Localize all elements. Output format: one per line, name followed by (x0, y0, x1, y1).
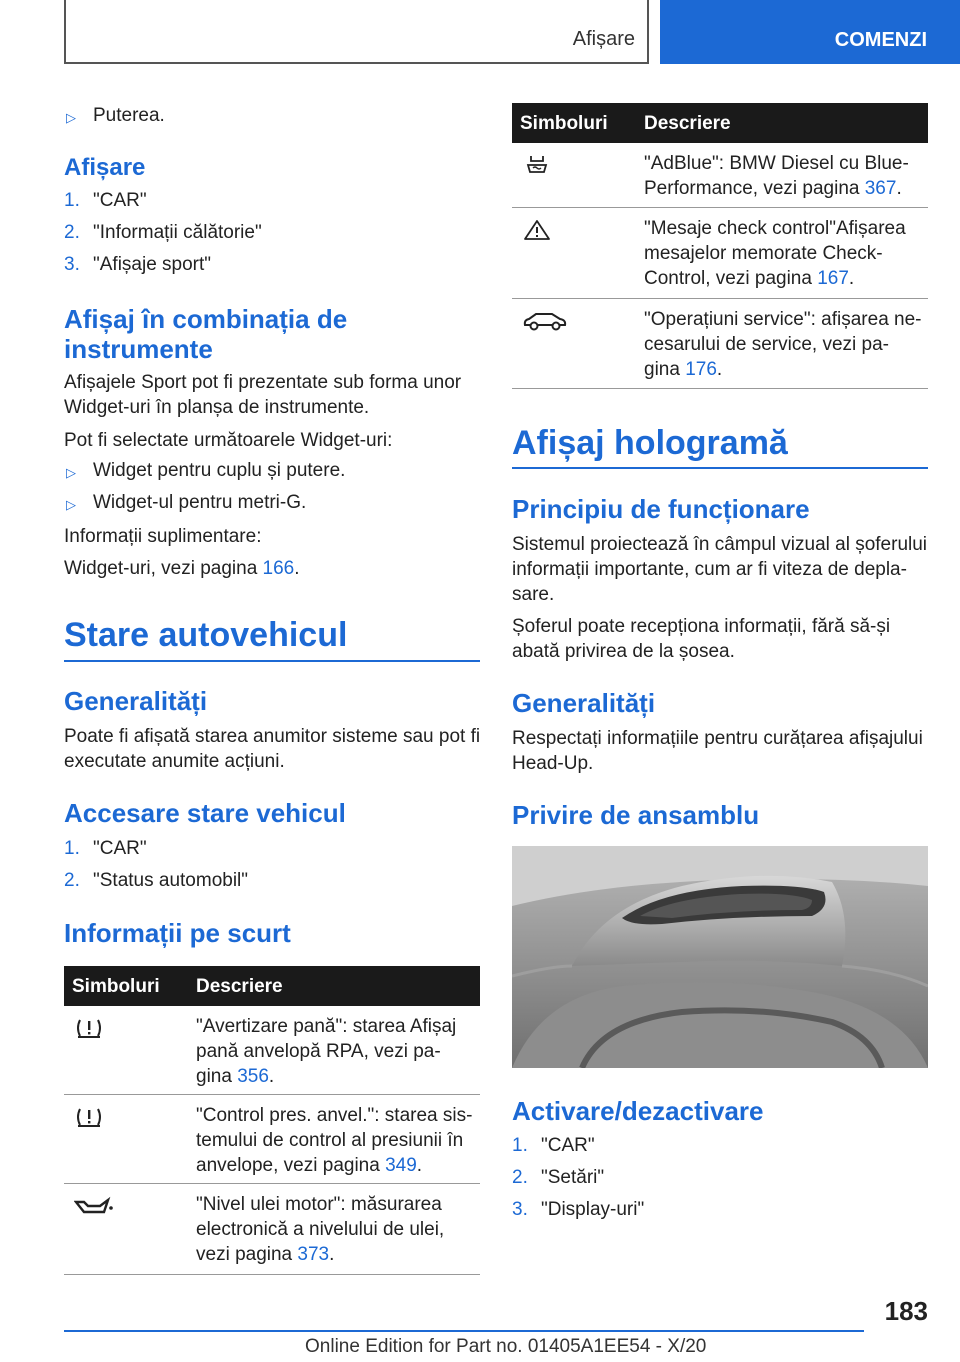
step-number: 3. (512, 1199, 528, 1220)
header-chapter-title: COMENZI (834, 29, 927, 51)
tire-pressure-icon (74, 1105, 104, 1129)
col-header-symbols: Simboluri (72, 976, 160, 997)
description-line: temului de control al presiunii în (196, 1130, 464, 1151)
description-line: "Operațiuni service": afișarea ne- (644, 309, 922, 330)
paragraph-line: Respectați informațiile pentru curățarea afișajului (512, 728, 923, 749)
paragraph-line: abată privirea de la șosea. (512, 641, 735, 662)
table-row (512, 143, 928, 208)
description-line: Performance, vezi pagina 367. (644, 178, 902, 199)
generalitati-heading: Generalități (64, 686, 208, 716)
step-number: 1. (64, 190, 80, 211)
overview-heading: Privire de ansamblu (512, 800, 760, 830)
description-line: vezi pagina 373. (196, 1244, 335, 1265)
heading-rule (64, 660, 480, 662)
triangle-bullet-icon: ▷ (66, 465, 76, 480)
table-row (512, 208, 928, 299)
description-line: mesajelor memorate Check- (644, 243, 883, 264)
page-reference: Widget-uri, vezi pagina 166. (64, 558, 300, 579)
reference-text: Control, vezi pagina (644, 268, 818, 289)
access-heading: Accesare stare vehicul (64, 798, 346, 828)
reference-text: Widget-uri, vezi pagina (64, 558, 263, 579)
oil-can-icon (74, 1194, 114, 1218)
step-number: 3. (64, 254, 80, 275)
symbols-table-right (512, 103, 928, 389)
step-text: "Display-uri" (541, 1199, 645, 1220)
afisare-heading: Afișare (64, 154, 146, 181)
row-description (644, 307, 926, 382)
table-header (64, 966, 480, 1006)
row-description (196, 1192, 478, 1267)
page-number: 183 (884, 1296, 928, 1326)
paragraph-line: sare. (512, 584, 555, 605)
reference-text: vezi pagina (196, 1244, 298, 1265)
table-row (64, 1006, 480, 1095)
combo-heading-line2: instrumente (64, 334, 213, 364)
principiu-heading: Principiu de funcționare (512, 494, 810, 524)
description-line: cesarului de service, vezi pa- (644, 334, 889, 355)
description-line: electronică a nivelului de ulei, (196, 1219, 445, 1240)
col-header-description: Descriere (644, 113, 731, 134)
description-line: "Mesaje check control"Afișarea (644, 218, 906, 239)
step-text: "CAR" (93, 190, 147, 211)
col-header-description: Descriere (196, 976, 283, 997)
page-link[interactable]: 349 (385, 1155, 417, 1176)
table-row (64, 1095, 480, 1184)
header-chapter-tab[interactable] (660, 0, 960, 64)
description-line: Control, vezi pagina 167. (644, 268, 855, 289)
step-text: "CAR" (541, 1135, 595, 1156)
paragraph-line: Informații suplimentare: (64, 526, 262, 547)
paragraph-line: Afișajele Sport pot fi prezentate sub forma unor (64, 372, 462, 393)
page-link[interactable]: 373 (297, 1244, 330, 1265)
description-line: pană anvelopă RPA, vezi pa- (196, 1041, 441, 1062)
holo-heading: Afișaj hologramă (512, 424, 788, 462)
car-service-icon (522, 309, 568, 333)
triangle-bullet-icon: ▷ (66, 110, 76, 125)
description-line: gina 176. (644, 359, 723, 380)
paragraph-line: executate anumite acțiuni. (64, 751, 285, 772)
row-description (196, 1014, 478, 1089)
paragraph-line: Widget-uri în planșa de instrumente. (64, 397, 370, 418)
step-text: "Afișaje sport" (93, 254, 212, 275)
step-text: "Status automobil" (93, 870, 249, 891)
paragraph-line: Pot fi selectate următoarele Widget-uri: (64, 430, 393, 451)
step-number: 1. (64, 838, 80, 859)
reference-text: gina (644, 359, 686, 380)
paragraph-line: Poate fi afișată starea anumitor sisteme sau pot fi (64, 726, 481, 747)
description-line: "Nivel ulei motor": măsurarea (196, 1194, 442, 1215)
adblue-icon (522, 153, 552, 177)
row-description (644, 216, 926, 291)
info-heading: Informații pe scurt (64, 918, 291, 948)
step-text: "Setări" (541, 1167, 605, 1188)
row-description (644, 151, 926, 201)
page-link[interactable]: 367 (864, 178, 897, 199)
step-number: 2. (64, 222, 80, 243)
col-header-symbols: Simboluri (520, 113, 608, 134)
activ-heading: Activare/dezactivare (512, 1096, 764, 1126)
table-row (512, 299, 928, 389)
stare-heading: Stare autovehicul (64, 616, 348, 654)
paragraph-line: Head-Up. (512, 753, 594, 774)
paragraph-line: Sistemul proiectează în câmpul vizual al șoferului (512, 534, 928, 555)
step-number: 2. (512, 1167, 528, 1188)
generalitati-heading: Generalități (512, 688, 656, 718)
page-link[interactable]: 167 (817, 268, 849, 289)
paragraph-line: informații importante, cum ar fi viteza de depla- (512, 559, 907, 580)
step-text: "CAR" (93, 838, 147, 859)
description-line: gina 356. (196, 1066, 275, 1087)
row-description (196, 1103, 478, 1178)
triangle-bullet-icon: ▷ (66, 497, 76, 512)
header-section-box (64, 0, 649, 64)
combo-heading-line1: Afișaj în combinația de (64, 304, 348, 334)
table-row (64, 1184, 480, 1275)
head-up-display-photo (512, 846, 928, 1068)
tire-warning-icon (74, 1016, 104, 1040)
description-line: "Avertizare pană": starea Afișaj (196, 1016, 457, 1037)
bullet-text: Widget pentru cuplu și putere. (93, 460, 346, 481)
step-number: 1. (512, 1135, 528, 1156)
table-header (512, 103, 928, 143)
reference-text: gina (196, 1066, 238, 1087)
bullet-text: Puterea. (93, 105, 165, 126)
step-text: "Informații călătorie" (93, 222, 262, 243)
footer-rule (64, 1330, 864, 1332)
description-line: "Control pres. anvel.": starea sis- (196, 1105, 473, 1126)
page-link[interactable]: 176 (685, 359, 717, 380)
page-link[interactable]: 166 (262, 558, 295, 579)
header-section-title: Afișare (572, 28, 635, 50)
reference-text: anvelope, vezi pagina (196, 1155, 386, 1176)
heading-rule (512, 467, 928, 469)
symbols-table-left (64, 966, 480, 1276)
step-number: 2. (64, 870, 80, 891)
description-line: anvelope, vezi pagina 349. (196, 1155, 423, 1176)
footer-edition: Online Edition for Part no. 01405A1EE54 - X/20 (305, 1336, 707, 1357)
bullet-text: Widget-ul pentru metri-G. (93, 492, 307, 513)
reference-text: Performance, vezi pagina (644, 178, 865, 199)
paragraph-line: Șoferul poate recepționa informații, fără să-și (512, 616, 891, 637)
warning-triangle-icon (522, 218, 552, 242)
page-link[interactable]: 356 (237, 1066, 269, 1087)
description-line: "AdBlue": BMW Diesel cu Blue- (644, 153, 909, 174)
